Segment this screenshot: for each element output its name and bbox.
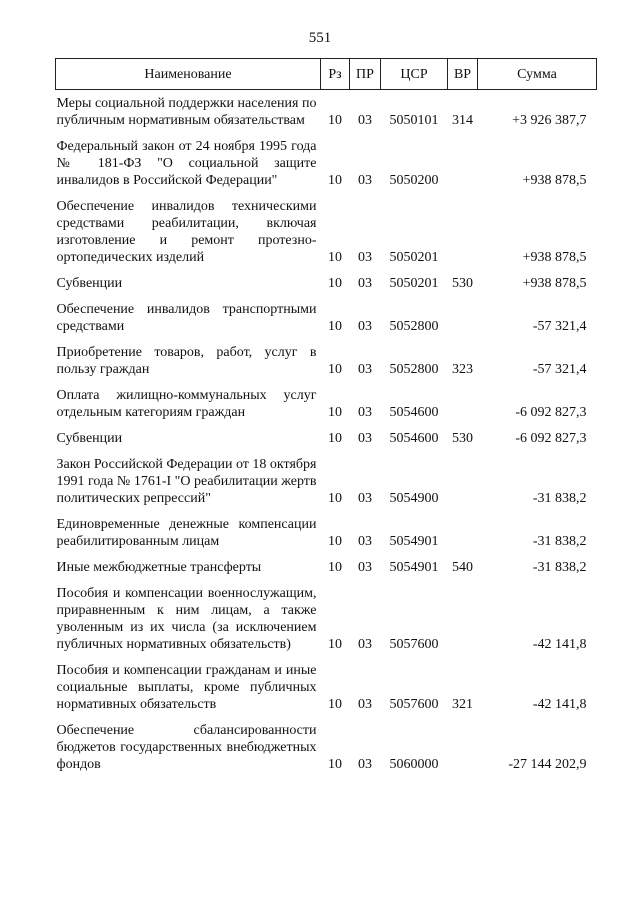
table-row: [56, 554, 597, 580]
cell-pr: 03: [358, 491, 372, 506]
cell-vr: 323: [452, 362, 473, 377]
cell-sum: +3 926 387,7: [512, 113, 587, 128]
cell-rz: 10: [328, 250, 342, 265]
cell-vr: [448, 580, 478, 657]
cell-name: Меры социальной поддержки населения по публичным нормативным обязательствам: [56, 96, 317, 128]
header-csr: ЦСР: [381, 59, 448, 90]
cell-rz: 10: [328, 431, 342, 446]
cell-csr: 5052800: [389, 362, 439, 377]
cell-sum: +938 878,5: [522, 173, 587, 188]
table-row: [56, 657, 597, 717]
cell-vr: 530: [452, 276, 473, 291]
cell-csr: 5057600: [389, 637, 439, 652]
cell-name: Пособия и компенсации военнослужащим, приравненным к ним лицам, а также уволенным из их числа (за исключением публичных нормативных обязательств): [56, 586, 317, 652]
cell-rz: 10: [328, 405, 342, 420]
cell-csr: 5050101: [389, 113, 439, 128]
table-body: [56, 90, 597, 778]
cell-csr: 5054901: [389, 560, 439, 575]
cell-name: Пособия и компенсации гражданам и иные социальные выплаты, кроме публичных нормативных обязательств: [56, 663, 317, 712]
cell-sum: -31 838,2: [532, 491, 587, 506]
cell-sum: -6 092 827,3: [515, 405, 587, 420]
cell-rz: 10: [328, 534, 342, 549]
header-vr: ВР: [448, 59, 478, 90]
cell-sum: -57 321,4: [532, 362, 587, 377]
cell-vr: 530: [452, 431, 473, 446]
cell-sum: -57 321,4: [532, 319, 587, 334]
cell-sum: +938 878,5: [522, 276, 587, 291]
table-row: [56, 717, 597, 777]
table-row: [56, 339, 597, 382]
cell-vr: 314: [452, 113, 473, 128]
cell-name: Приобретение товаров, работ, услуг в пользу граждан: [56, 345, 317, 377]
cell-name: Обеспечение инвалидов техническими средствами реабилитации, включая изготовление и ремонт протезно-ортопедических изделий: [56, 199, 317, 265]
cell-vr: [448, 382, 478, 425]
page-number: 551: [308, 30, 332, 46]
table-row: [56, 425, 597, 451]
cell-csr: 5057600: [389, 697, 439, 712]
table-row: [56, 382, 597, 425]
cell-rz: 10: [328, 560, 342, 575]
cell-name: Федеральный закон от 24 ноября 1995 года № 181-ФЗ "О социальной защите инвалидов в Российской Федерации": [56, 139, 317, 188]
cell-vr: [448, 717, 478, 777]
cell-rz: 10: [328, 319, 342, 334]
cell-vr: 321: [452, 697, 473, 712]
cell-name: Обеспечение инвалидов транспортными средствами: [56, 302, 317, 334]
cell-rz: 10: [328, 697, 342, 712]
cell-pr: 03: [358, 560, 372, 575]
cell-name: Оплата жилищно-коммунальных услуг отдельным категориям граждан: [56, 388, 317, 420]
cell-rz: 10: [328, 173, 342, 188]
table-row: [56, 193, 597, 270]
cell-sum: -42 141,8: [532, 697, 587, 712]
cell-pr: 03: [358, 757, 372, 772]
table-row: [56, 451, 597, 511]
cell-csr: 5050201: [389, 250, 439, 265]
cell-sum: -27 144 202,9: [508, 757, 587, 772]
cell-name: Обеспечение сбалансированности бюджетов государственных внебюджетных фондов: [56, 723, 317, 772]
cell-pr: 03: [358, 113, 372, 128]
cell-sum: -31 838,2: [532, 560, 587, 575]
table-row: [56, 90, 597, 134]
cell-rz: 10: [328, 362, 342, 377]
cell-rz: 10: [328, 276, 342, 291]
cell-pr: 03: [358, 405, 372, 420]
cell-name: Иные межбюджетные трансферты: [56, 560, 262, 575]
table-row: [56, 511, 597, 554]
cell-vr: 540: [452, 560, 473, 575]
cell-csr: 5054900: [389, 491, 439, 506]
cell-vr: [448, 451, 478, 511]
cell-vr: [448, 133, 478, 193]
cell-pr: 03: [358, 276, 372, 291]
cell-csr: 5050201: [389, 276, 439, 291]
cell-pr: 03: [358, 431, 372, 446]
cell-rz: 10: [328, 757, 342, 772]
table-row: [56, 296, 597, 339]
cell-sum: -6 092 827,3: [515, 431, 587, 446]
cell-csr: 5054600: [389, 431, 439, 446]
cell-csr: 5050200: [389, 173, 439, 188]
cell-name: Единовременные денежные компенсации реабилитированным лицам: [56, 517, 317, 549]
cell-sum: -31 838,2: [532, 534, 587, 549]
cell-vr: [448, 193, 478, 270]
cell-csr: 5054901: [389, 534, 439, 549]
cell-csr: 5054600: [389, 405, 439, 420]
cell-sum: -42 141,8: [532, 637, 587, 652]
cell-vr: [448, 511, 478, 554]
table-row: [56, 133, 597, 193]
cell-pr: 03: [358, 319, 372, 334]
budget-table: [55, 58, 597, 777]
cell-pr: 03: [358, 697, 372, 712]
cell-pr: 03: [358, 534, 372, 549]
table-row: [56, 580, 597, 657]
cell-rz: 10: [328, 637, 342, 652]
cell-pr: 03: [358, 362, 372, 377]
cell-rz: 10: [328, 491, 342, 506]
cell-name: Субвенции: [56, 431, 123, 446]
header-sum: Сумма: [478, 59, 597, 90]
cell-vr: [448, 296, 478, 339]
cell-csr: 5052800: [389, 319, 439, 334]
cell-csr: 5060000: [389, 757, 439, 772]
cell-rz: 10: [328, 113, 342, 128]
table-row: [56, 270, 597, 296]
cell-pr: 03: [358, 250, 372, 265]
cell-pr: 03: [358, 637, 372, 652]
cell-name: Субвенции: [56, 276, 123, 291]
table-header: [56, 59, 597, 90]
cell-pr: 03: [358, 173, 372, 188]
header-name: Наименование: [56, 59, 321, 90]
cell-sum: +938 878,5: [522, 250, 587, 265]
header-rz: Рз: [321, 59, 350, 90]
header-pr: ПР: [350, 59, 381, 90]
cell-name: Закон Российской Федерации от 18 октября 1991 года № 1761-I "О реабилитации жертв политических репрессий": [56, 457, 317, 506]
